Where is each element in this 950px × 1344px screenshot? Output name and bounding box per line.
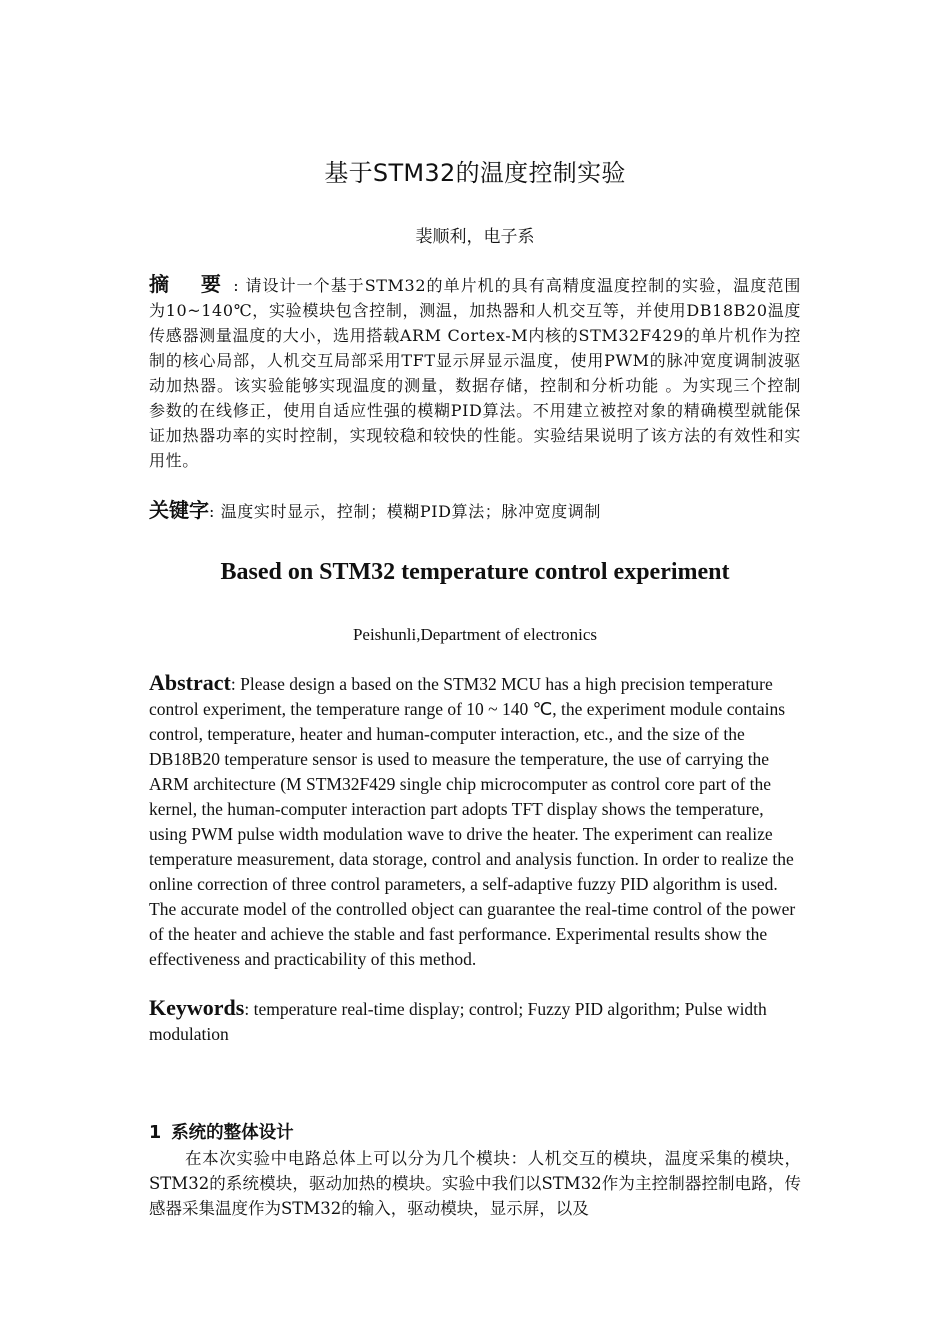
section-1-body: 在本次实验中电路总体上可以分为几个模块：人机交互的模块，温度采集的模块，STM32的系统模块，驱动加热的模块。实验中我们以STM32作为主控制器控制电路，传感器采集温度作为STM32的输入，驱动模块，显示屏，以及 [149,1149,801,1218]
english-abstract [149,670,801,972]
chinese-abstract-label: 摘 要 [149,272,234,296]
chinese-abstract-colon: : [233,276,240,295]
section-1-heading [149,1120,801,1146]
section-1-title: 系统的整体设计 [171,1123,294,1143]
english-keywords [149,995,801,1047]
chinese-keywords-text: 温度实时显示，控制；模糊PID算法；脉冲宽度调制 [220,502,602,521]
english-abstract-label: Abstract [149,670,231,695]
chinese-keywords-colon: : [209,502,215,521]
chinese-abstract-text: 请设计一个基于STM32的单片机的具有高精度温度控制的实验，温度范围为10~140℃，实验模块包含控制，测温，加热器和人机交互等，并使用DB18B20温度传感器测量温度的大小，选用搭载ARM Cortex-M内核的STM32F429的单片机作为控制的核心局部，人机交互局部采用TFT显示屏显示温度，使用PWM的脉冲宽度调制波驱动加热器。该实验能够实现温度的测量，数据存储，控制和分析功能 。为实现三个控制参数的在线修正，使用自适应性强的模糊PID算法。不用建立被控对象的精确模型就能保证加热器功率的实时控制，实现较稳和较快的性能。实验结果说明了该方法的有效性和实用性。 [149,276,802,470]
section-1-number: 1 [149,1123,162,1143]
english-abstract-colon: : [230,674,236,694]
english-author-line: Peishunli,Department of electronics [352,625,598,644]
english-keywords-text: temperature real-time display; control; Fuzzy PID algorithm; Pulse width modulation [149,999,767,1044]
chinese-keywords [149,496,801,526]
chinese-title: 基于STM32的温度控制实验 [324,159,626,187]
chinese-abstract [149,272,801,473]
english-abstract-text: Please design a based on the STM32 MCU has a high precision temperature control experiment, the temperature range of 10 ~ 140 ℃, the experiment module contains control, temperature, heater and human-computer interaction, etc., and the size of the DB18B20 temperature sensor is used to measure the temperature, the use of carrying the ARM architecture (M STM32F429 single chip microcomputer as control core part of the kernel, the human-computer interaction part adopts TFT display shows the temperature, using PWM pulse width modulation wave to drive the heater. The experiment can realize temperature measurement, data storage, control and analysis function. In order to realize the online correction of three control parameters, a self-adaptive fuzzy PID algorithm is used. The accurate model of the controlled object can guarantee the real-time control of the power of the heater and achieve the stable and fast performance. Experimental results show the effectiveness and practicability of this method. [149,674,796,969]
english-keywords-colon: : [244,999,250,1019]
english-keywords-label: Keywords [149,995,245,1020]
chinese-author-line: 裴顺利，电子系 [415,227,535,247]
english-title: Based on STM32 temperature control experiment [220,559,730,585]
chinese-keywords-label: 关键字 [149,498,209,522]
